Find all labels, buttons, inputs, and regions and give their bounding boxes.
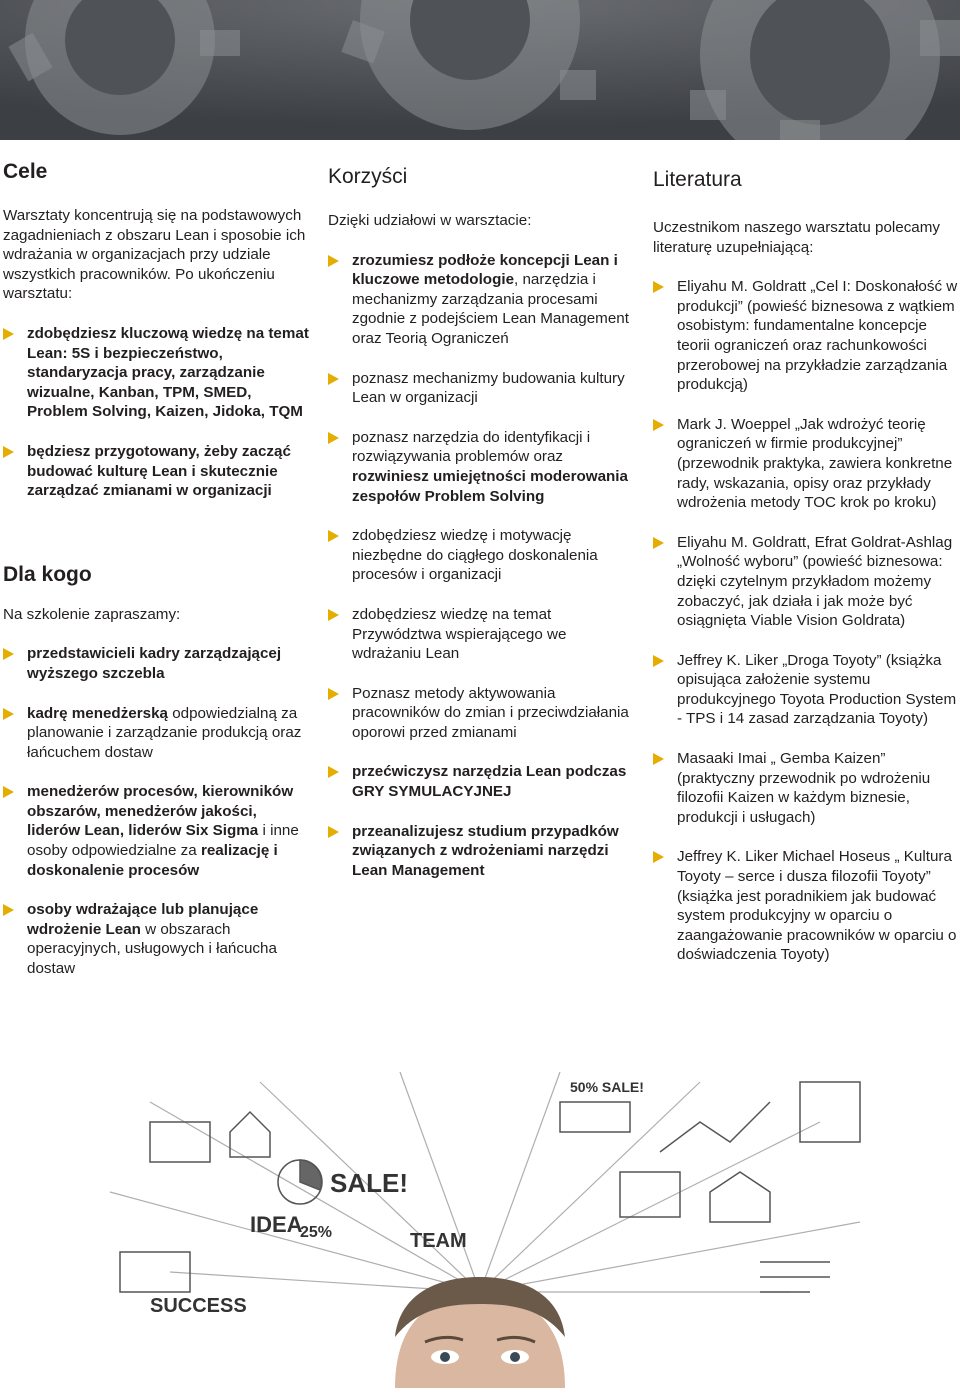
book-text: Masaaki Imai „ Gemba Kaizen” (praktyczny przewodnik po wdrożeniu filozofii Kaizen w każdym biznesie, produkcji i usługach) [677, 750, 931, 826]
literatura-intro: Uczestnikom naszego warsztatu polecamy literaturę uzupełniającą: [653, 219, 940, 256]
list-item [328, 684, 638, 743]
list-item [328, 822, 638, 881]
triangle-bullet-icon [653, 851, 664, 863]
book-text: Jeffrey K. Liker „Droga Toyoty” (książka opisująca założenie systemu produkcyjnego Toyota Production System - TPS i 14 zasad zarządzania Toyoty) [677, 651, 957, 728]
column-korzysci [328, 165, 638, 900]
list-item [328, 762, 638, 801]
triangle-bullet-icon [328, 826, 339, 838]
dla-kogo-intro: Na szkolenie zapraszamy: [3, 605, 181, 623]
triangle-bullet-icon [653, 419, 664, 431]
list-item [3, 644, 313, 683]
emphasis-text: kadrę menedżerską [27, 704, 168, 722]
sketch-word-idea: IDEA [250, 1212, 303, 1237]
emphasis-text: przedstawicieli kadry zarządzającej wyższego szczebla [27, 645, 282, 682]
list-item [3, 782, 313, 880]
header-banner-gears [0, 0, 960, 140]
triangle-bullet-icon [3, 328, 14, 340]
emphasis-text: osoby wdrażające lub planujące wdrożenie Lean [27, 901, 259, 938]
section-dla-kogo [3, 563, 313, 979]
triangle-bullet-icon [653, 753, 664, 765]
book-text: Jeffrey K. Liker Michael Hoseus „ Kultura Toyoty – serce i dusza filozofii Toyoty” (książka jest poradnikiem jak budować system produkcyjny w oparciu o zaangażowanie pracowników w oparciu o doświadczenia Toyoty) [677, 848, 957, 964]
emphasis-text: menedżerów procesów, kierowników obszarów, menedżerów jakości, liderów Lean, liderów Six Sigma [27, 783, 294, 840]
emphasis-text: przeanalizujesz studium przypadków związanych z wdrożeniami narzędzi Lean Management [352, 822, 619, 879]
triangle-bullet-icon [3, 648, 14, 660]
book-text: Eliyahu M. Goldratt „Cel I: Doskonałość w produkcji” (powieść biznesowa z wątkiem osobistym: fundamentalne koncepcje teorii ograniczeń oraz rachunkowości przerobowej na przykładzie zarządzania produkcją) [677, 278, 958, 394]
column-cele [3, 160, 313, 999]
cele-heading: Cele [3, 160, 48, 183]
emphasis-text: przećwiczysz narzędzia Lean podczas GRY SYMULACYJNEJ [352, 763, 627, 801]
sketch-word-percent: 25% [300, 1224, 333, 1241]
emphasis-text: rozwiniesz umiejętności moderowania zespołów Problem Solving [352, 467, 628, 505]
business-ideas-illustration [0, 1062, 960, 1388]
cele-intro: Warsztaty koncentrują się na podstawowych zagadnieniach z obszaru Lean i sposobie ich wdrażania w organizacjach przy udziale wszystkich pracowników. Po ukończeniu warsztatu: [3, 207, 306, 303]
emphasis-text: zrozumiesz podłoże koncepcji Lean i kluczowe metodologie [352, 251, 618, 289]
triangle-bullet-icon [3, 786, 14, 798]
list-item [3, 900, 313, 978]
emphasis-text: realizację i doskonalenie procesów [27, 842, 278, 879]
triangle-bullet-icon [3, 446, 14, 458]
korzysci-heading: Korzyści [328, 165, 408, 188]
list-item [653, 651, 958, 729]
list-item [328, 251, 638, 349]
book-text: Mark J. Woeppel „Jak wdrożyć teorię ograniczeń w firmie produkcyjnej” (przewodnik praktyka, zawiera konkretne rady, wskazania, opisy oraz przykłady wdrożenia metody TOC krok po kroku) [677, 415, 953, 512]
sketch-word-success: SUCCESS [150, 1295, 247, 1317]
triangle-bullet-icon [328, 609, 339, 621]
korzysci-intro: Dzięki udziałowi w warsztacie: [328, 212, 532, 229]
triangle-bullet-icon [653, 537, 664, 549]
plain-text: odpowiedzialną za planowanie i zarządzanie produkcją oraz łańcuchem dostaw [27, 704, 302, 761]
list-item [653, 415, 958, 513]
list-item [328, 428, 638, 506]
list-item [3, 442, 313, 501]
sketch-word-sale: SALE! [330, 1168, 408, 1198]
plain-text: i inne osoby odpowiedzialne za [27, 822, 299, 860]
list-item [3, 324, 313, 422]
list-item [653, 533, 958, 631]
list-item [653, 847, 958, 965]
triangle-bullet-icon [328, 766, 339, 778]
triangle-bullet-icon [328, 432, 339, 444]
list-item [653, 277, 958, 395]
sketch-word-team: TEAM [410, 1230, 467, 1252]
list-item [328, 605, 638, 664]
sketch-word-sale-small: 50% SALE! [570, 1079, 644, 1095]
dla-kogo-heading: Dla kogo [3, 562, 92, 586]
triangle-bullet-icon [328, 688, 339, 700]
man-face-photo [395, 1277, 565, 1388]
cele-list [3, 324, 313, 501]
column-literatura [653, 168, 958, 985]
list-item [328, 526, 638, 585]
literatura-heading: Literatura [653, 168, 742, 191]
triangle-bullet-icon [3, 904, 14, 916]
triangle-bullet-icon [328, 373, 339, 385]
triangle-bullet-icon [3, 708, 14, 720]
plain-text: poznasz narzędzia do identyfikacji i rozwiązywania problemów oraz [352, 428, 591, 466]
dla-kogo-list [3, 644, 313, 978]
triangle-bullet-icon [328, 530, 339, 542]
plain-text: , narzędzia i mechanizmy zarządzania procesami zgodnie z podejściem Lean Management oraz Teorią Ograniczeń [352, 271, 629, 347]
plain-text: zdobędziesz wiedzę i motywację niezbędne do ciągłego doskonalenia procesów i organizacji [352, 527, 598, 584]
list-item [653, 749, 958, 827]
book-text: Eliyahu M. Goldratt, Efrat Goldrat-Ashlag „Wolność wyboru” (powieść biznesowa: dzięki czytelnym przykładom możemy zobaczyć, jak działa i jak może być osiągnięta Viable Vision Goldrata) [677, 533, 953, 630]
triangle-bullet-icon [328, 255, 339, 267]
literatura-list [653, 277, 958, 965]
triangle-bullet-icon [653, 281, 664, 293]
triangle-bullet-icon [653, 655, 664, 667]
plain-text: w obszarach operacyjnych, usługowych i łańcucha dostaw [27, 920, 277, 978]
list-item [3, 704, 313, 763]
korzysci-list [328, 251, 638, 881]
plain-text: zdobędziesz wiedzę na temat Przywództwa wspierającego we wdrażaniu Lean [352, 605, 567, 663]
cele-item-text: zdobędziesz kluczową wiedzę na temat Lean: 5S i bezpieczeństwo, standaryzacja pracy, zarządzanie wizualne, Kanban, TPM, SMED, Problem Solving, Kaizen, Jidoka, TQM [27, 324, 309, 421]
cele-item-text: będziesz przygotowany, żeby zacząć budować kulturę Lean i skutecznie zarządzać zmianami w organizacji [27, 442, 291, 500]
list-item [328, 369, 638, 408]
plain-text: poznasz mechanizmy budowania kultury Lean w organizacji [352, 369, 625, 407]
plain-text: Poznasz metody aktywowania pracowników do zmian i przeciwdziałania oporowi przed zmianami [352, 684, 629, 741]
